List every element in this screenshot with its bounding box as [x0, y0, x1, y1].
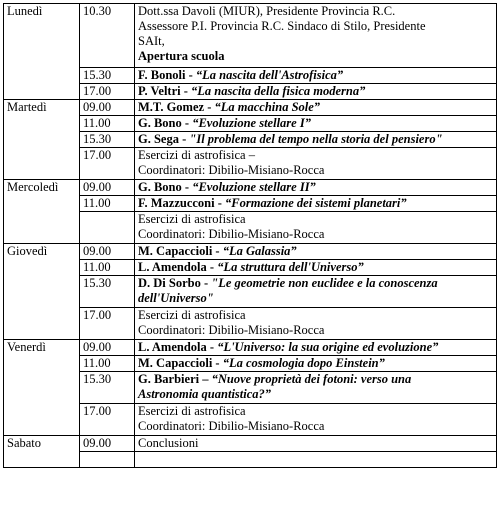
- talk-title: “La Galassia”: [222, 244, 297, 258]
- table-row: [4, 196, 497, 212]
- event-cell-exercises: [135, 404, 497, 436]
- table-row: [4, 340, 497, 356]
- event-line: Coordinatori: Dibilio-Misiano-Rocca: [138, 323, 325, 337]
- talk-title-cont: Astronomia quantistica?”: [138, 387, 272, 401]
- day-cell-empty: [4, 260, 80, 276]
- time-cell: 09.00: [80, 244, 135, 260]
- table-row: [4, 100, 497, 116]
- separator: -: [206, 260, 218, 274]
- day-cell-monday: Lunedì: [4, 4, 80, 68]
- day-cell-empty: [4, 372, 80, 404]
- day-cell-thursday: Giovedì: [4, 244, 80, 260]
- day-cell-empty: [4, 212, 80, 244]
- talk-title: “La nascita della fisica moderna”: [191, 84, 366, 98]
- event-cell: [135, 260, 497, 276]
- separator: -: [204, 100, 215, 114]
- day-cell-empty: [4, 356, 80, 372]
- time-cell: 17.00: [80, 84, 135, 100]
- event-line: Esercizi di astrofisica –: [138, 148, 255, 162]
- table-row: [4, 116, 497, 132]
- event-line: Coordinatori: Dibilio-Misiano-Rocca: [138, 419, 325, 433]
- separator: -: [185, 68, 196, 82]
- speaker-name: F. Mazzucconi: [138, 196, 215, 210]
- talk-title: “La struttura dell'Universo”: [217, 260, 364, 274]
- time-cell: 15.30: [80, 68, 135, 84]
- table-row: [4, 452, 497, 468]
- talk-title: “La nascita dell'Astrofisica”: [195, 68, 344, 82]
- day-cell-saturday: Sabato: [4, 436, 80, 452]
- separator: -: [181, 116, 193, 130]
- time-cell: [80, 212, 135, 244]
- speaker-name: M. Capaccioli: [138, 244, 213, 258]
- event-line: Conclusioni: [138, 436, 199, 450]
- talk-title: “L'Universo: la sua origine ed evoluzione”: [217, 340, 439, 354]
- event-line: Coordinatori: Dibilio-Misiano-Rocca: [138, 227, 325, 241]
- table-row: [4, 148, 497, 180]
- time-cell: 11.00: [80, 260, 135, 276]
- table-row: [4, 308, 497, 340]
- talk-title: “Nuove proprietà dei fotoni: verso una: [211, 372, 412, 386]
- time-cell: 15.30: [80, 372, 135, 404]
- time-cell: 17.00: [80, 308, 135, 340]
- day-cell-empty: [4, 84, 80, 100]
- day-cell-empty: [4, 148, 80, 180]
- event-cell: [135, 340, 497, 356]
- speaker-name: M. Capaccioli: [138, 356, 213, 370]
- event-line: Coordinatori: Dibilio-Misiano-Rocca: [138, 163, 325, 177]
- event-cell: [135, 180, 497, 196]
- time-cell: 17.00: [80, 148, 135, 180]
- day-cell-empty: [4, 404, 80, 436]
- event-line: Esercizi di astrofisica: [138, 212, 246, 226]
- schedule-table: [3, 3, 497, 468]
- day-cell-empty: [4, 452, 80, 468]
- event-cell-empty: [135, 452, 497, 468]
- day-cell-tuesday: Martedì: [4, 100, 80, 116]
- talk-title: “Evoluzione stellare II”: [192, 180, 316, 194]
- speaker-name: F. Bonoli: [138, 68, 186, 82]
- event-cell-opening: [135, 4, 497, 68]
- event-line: SAIt,: [138, 34, 165, 48]
- speaker-name: G. Bono: [138, 180, 182, 194]
- day-cell-friday: Venerdì: [4, 340, 80, 356]
- event-cell: [135, 372, 497, 404]
- day-cell-wednesday: Mercoledì: [4, 180, 80, 196]
- talk-title: “Formazione dei sistemi planetari”: [225, 196, 407, 210]
- event-cell-exercises: [135, 308, 497, 340]
- table-row: [4, 132, 497, 148]
- speaker-name: D. Di Sorbo: [138, 276, 201, 290]
- table-row: [4, 436, 497, 452]
- speaker-name: M.T. Gomez: [138, 100, 205, 114]
- separator: -: [212, 244, 223, 258]
- speaker-name: G. Barbieri: [138, 372, 200, 386]
- time-cell: 10.30: [80, 4, 135, 68]
- table-row: [4, 260, 497, 276]
- table-row: [4, 4, 497, 68]
- day-cell-empty: [4, 308, 80, 340]
- talk-title: "Il problema del tempo nella storia del pensiero": [189, 132, 443, 146]
- day-cell-empty: [4, 132, 80, 148]
- day-cell-empty: [4, 196, 80, 212]
- separator: -: [180, 84, 192, 98]
- table-row: [4, 212, 497, 244]
- table-row: [4, 180, 497, 196]
- time-cell: 15.30: [80, 132, 135, 148]
- time-cell: 11.00: [80, 356, 135, 372]
- event-cell: [135, 84, 497, 100]
- talk-title: “La macchina Sole”: [214, 100, 321, 114]
- event-cell-closing: [135, 436, 497, 452]
- event-line-bold: Apertura scuola: [138, 49, 225, 63]
- speaker-name: G. Bono: [138, 116, 182, 130]
- time-cell: 11.00: [80, 196, 135, 212]
- event-cell: [135, 356, 497, 372]
- event-cell: [135, 244, 497, 260]
- talk-title-cont: dell'Universo": [138, 291, 214, 305]
- table-row: [4, 244, 497, 260]
- event-cell-exercises: [135, 148, 497, 180]
- event-line: Dott.ssa Davoli (MIUR), Presidente Provincia R.C.: [138, 4, 396, 18]
- event-cell: [135, 132, 497, 148]
- time-cell: 17.00: [80, 404, 135, 436]
- separator: -: [214, 196, 226, 210]
- time-cell-empty: [80, 452, 135, 468]
- separator: -: [181, 180, 193, 194]
- table-row: [4, 276, 497, 308]
- time-cell: 09.00: [80, 436, 135, 452]
- table-row: [4, 68, 497, 84]
- day-cell-empty: [4, 68, 80, 84]
- event-cell: [135, 100, 497, 116]
- table-row: [4, 356, 497, 372]
- separator: -: [212, 356, 223, 370]
- event-cell: [135, 276, 497, 308]
- event-line: Esercizi di astrofisica: [138, 404, 246, 418]
- time-cell: 09.00: [80, 180, 135, 196]
- event-cell: [135, 116, 497, 132]
- separator: -: [178, 132, 190, 146]
- separator: -: [206, 340, 218, 354]
- time-cell: 09.00: [80, 340, 135, 356]
- table-row: [4, 84, 497, 100]
- speaker-name: G. Sega: [138, 132, 179, 146]
- talk-title: "Le geometrie non euclidee e la conoscenza: [211, 276, 438, 290]
- time-cell: 09.00: [80, 100, 135, 116]
- day-cell-empty: [4, 116, 80, 132]
- table-row: [4, 372, 497, 404]
- speaker-name: P. Veltri: [138, 84, 181, 98]
- time-cell: 15.30: [80, 276, 135, 308]
- event-cell: [135, 196, 497, 212]
- separator: -: [200, 276, 212, 290]
- event-cell: [135, 68, 497, 84]
- talk-title: “La cosmologia dopo Einstein”: [222, 356, 385, 370]
- talk-title: “Evoluzione stellare I”: [192, 116, 311, 130]
- event-cell-exercises: [135, 212, 497, 244]
- event-line: Assessore P.I. Provincia R.C. Sindaco di Stilo, Presidente: [138, 19, 426, 33]
- table-row: [4, 404, 497, 436]
- time-cell: 11.00: [80, 116, 135, 132]
- speaker-name: L. Amendola: [138, 340, 207, 354]
- separator: –: [199, 372, 212, 386]
- day-cell-empty: [4, 276, 80, 308]
- event-line: Esercizi di astrofisica: [138, 308, 246, 322]
- speaker-name: L. Amendola: [138, 260, 207, 274]
